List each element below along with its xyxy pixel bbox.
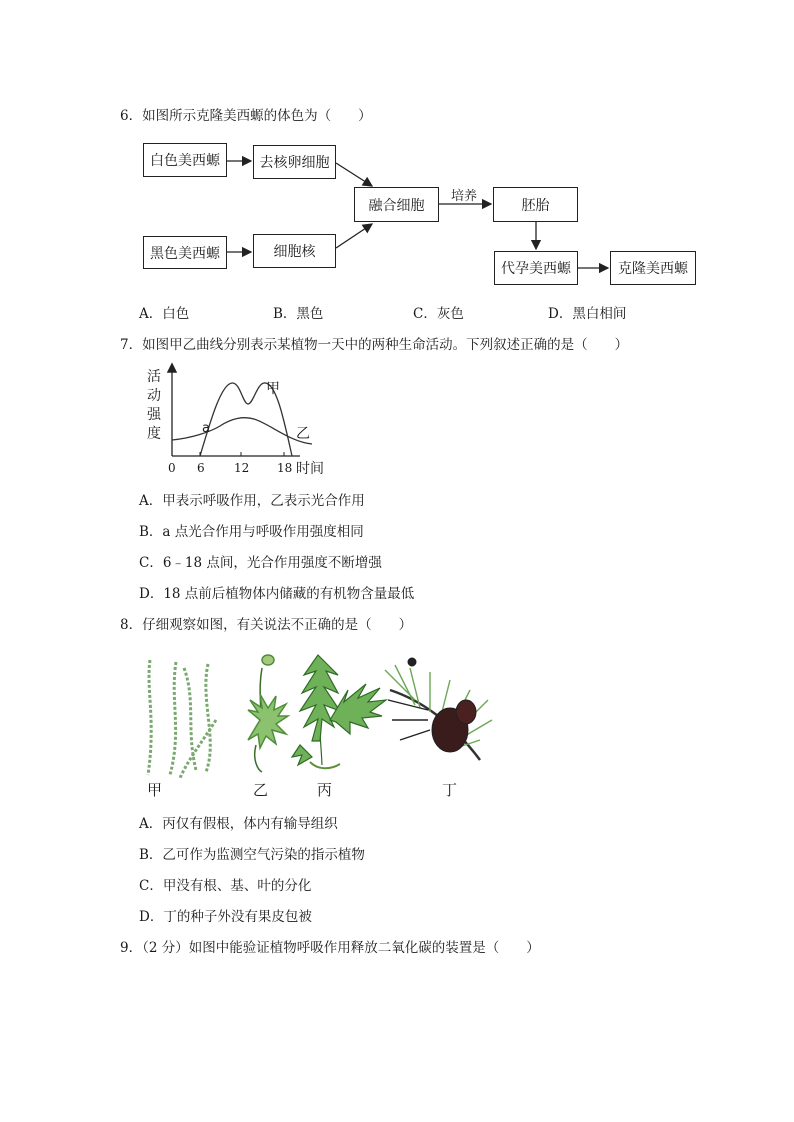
plant-bing-fern <box>292 655 386 768</box>
label-plant-bing: 丙 <box>317 781 333 799</box>
tick-label-0: 0 <box>168 461 176 475</box>
x-axis-label: 时间 <box>296 461 324 477</box>
label-plant-jia: 甲 <box>147 781 163 799</box>
q7-stem: 7．如图甲乙曲线分别表示某植物一天中的两种生命活动。下列叙述正确的是（ ） <box>120 337 629 353</box>
label-point-a: a <box>202 421 210 436</box>
q8-option-c: C．甲没有根、基、叶的分化 <box>139 878 312 894</box>
box-fusion-cell: 融合细胞 <box>354 187 439 222</box>
tick-label-12: 12 <box>234 461 250 475</box>
box-surrogate-axolotl: 代孕美西螈 <box>494 251 578 285</box>
plant-ding-pine <box>385 658 492 760</box>
box-nucleus: 细胞核 <box>253 234 336 268</box>
tick-label-18: 18 <box>277 461 293 475</box>
q6-option-a: A．白色 <box>139 306 190 322</box>
box-embryo: 胚胎 <box>493 187 578 222</box>
q7-option-a: A．甲表示呼吸作用，乙表示光合作用 <box>139 493 365 509</box>
q6-option-c: C．灰色 <box>413 306 464 322</box>
q9-stem: 9．（2 分）如图中能验证植物呼吸作用释放二氧化碳的装置是（ ） <box>120 940 540 956</box>
plant-yi-moss <box>248 655 288 772</box>
y-label-2: 动 <box>147 388 161 404</box>
y-label-4: 度 <box>147 426 161 442</box>
q6-stem: 6．如图所示克隆美西螈的体色为（ ） <box>120 108 372 124</box>
label-jia: 甲 <box>266 381 280 397</box>
label-plant-yi: 乙 <box>253 781 269 799</box>
q6-option-b: B．黑色 <box>273 306 324 322</box>
arrow-egg-to-fusion <box>336 163 372 186</box>
label-yi: 乙 <box>296 426 310 442</box>
culture-label: 培养 <box>451 189 478 204</box>
plant-jia-algae <box>148 660 216 778</box>
q7-option-d: D．18 点前后植物体内储藏的有机物含量最低 <box>139 586 415 602</box>
label-plant-ding: 丁 <box>442 781 458 799</box>
box-enucleated-egg: 去核卵细胞 <box>253 145 336 179</box>
box-white-axolotl: 白色美西螈 <box>143 143 227 177</box>
tick-label-6: 6 <box>197 461 205 475</box>
y-label-3: 强 <box>147 407 161 423</box>
q6-option-d: D．黑白相间 <box>548 306 627 322</box>
y-label-1: 活 <box>147 369 161 385</box>
q7-option-c: C．6﹣18 点间，光合作用强度不断增强 <box>139 555 382 571</box>
box-black-axolotl: 黑色美西螈 <box>143 236 227 269</box>
q7-option-b: B．a 点光合作用与呼吸作用强度相同 <box>139 524 364 540</box>
q8-stem: 8．仔细观察如图，有关说法不正确的是（ ） <box>120 617 413 633</box>
box-cloned-axolotl: 克隆美西螈 <box>610 251 696 285</box>
q8-option-d: D．丁的种子外没有果皮包被 <box>139 909 312 925</box>
q8-option-a: A．丙仅有假根，体内有输导组织 <box>139 816 338 832</box>
arrow-nucleus-to-fusion <box>336 224 372 248</box>
curve-yi <box>172 418 312 444</box>
q8-option-b: B．乙可作为监测空气污染的指示植物 <box>139 847 365 863</box>
